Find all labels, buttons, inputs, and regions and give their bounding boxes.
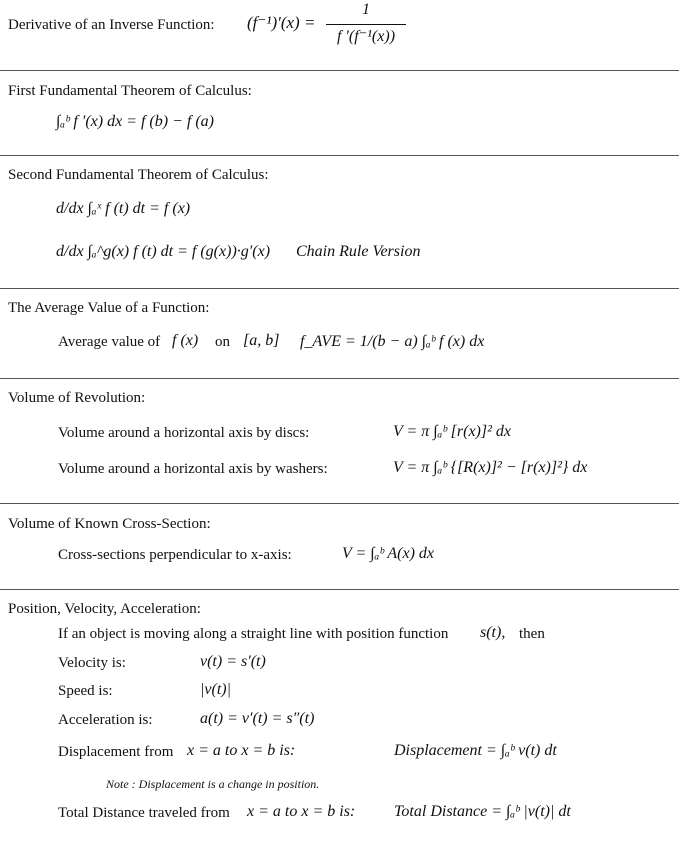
ftc2-formula-1: d/dx ∫ₐˣ f (t) dt = f (x) xyxy=(56,200,191,217)
washers-label: Volume around a horizontal axis by washers: xyxy=(58,461,328,477)
speed-formula: |v(t)| xyxy=(200,681,231,698)
section-divider xyxy=(0,70,679,71)
distance-formula: Total Distance = ∫ₐᵇ |v(t)| dt xyxy=(394,803,571,820)
cross-section-label: Cross-sections perpendicular to x-axis: xyxy=(58,547,292,563)
motion-intro-func: s(t), xyxy=(480,624,506,641)
displacement-note: Note : Displacement is a change in position. xyxy=(106,777,320,791)
acceleration-formula: a(t) = v′(t) = s″(t) xyxy=(200,710,315,727)
ftc1-formula: ∫ₐᵇ f ′(x) dx = f (b) − f (a) xyxy=(56,113,214,130)
discs-label: Volume around a horizontal axis by discs: xyxy=(58,425,310,441)
displacement-label: Displacement from xyxy=(58,744,174,760)
cross-section-heading: Volume of Known Cross-Section: xyxy=(8,516,211,532)
average-value-on: on xyxy=(215,334,230,350)
speed-label: Speed is: xyxy=(58,683,113,699)
displacement-range: x = a to x = b is: xyxy=(187,742,296,759)
section-divider xyxy=(0,503,679,504)
volume-revolution-heading: Volume of Revolution: xyxy=(8,390,146,406)
velocity-formula: v(t) = s′(t) xyxy=(200,653,266,670)
derivative-inverse-lhs: (f⁻¹)′(x) = xyxy=(247,13,316,32)
derivative-inverse-label: Derivative of an Inverse Function: xyxy=(8,17,215,33)
motion-heading: Position, Velocity, Acceleration: xyxy=(8,601,201,617)
average-value-interval: [a, b] xyxy=(243,332,280,349)
distance-range: x = a to x = b is: xyxy=(247,803,356,820)
motion-intro-then: then xyxy=(519,626,545,642)
section-divider xyxy=(0,378,679,379)
ftc1-heading: First Fundamental Theorem of Calculus: xyxy=(8,83,252,99)
ftc2-heading: Second Fundamental Theorem of Calculus: xyxy=(8,167,269,183)
ftc2-formula-2: d/dx ∫ₐ^g(x) f (t) dt = f (g(x))·g′(x) xyxy=(56,243,271,260)
average-value-heading: The Average Value of a Function: xyxy=(8,300,210,316)
displacement-formula: Displacement = ∫ₐᵇ v(t) dt xyxy=(394,742,557,759)
section-divider xyxy=(0,288,679,289)
velocity-label: Velocity is: xyxy=(58,655,126,671)
section-divider xyxy=(0,589,679,590)
derivative-inverse-numerator: 1 xyxy=(362,1,370,18)
average-value-text: Average value of xyxy=(58,334,161,350)
acceleration-label: Acceleration is: xyxy=(58,712,153,728)
derivative-inverse-denominator: f ′(f⁻¹(x)) xyxy=(336,28,396,45)
cross-section-formula: V = ∫ₐᵇ A(x) dx xyxy=(342,545,434,562)
average-value-fx: f (x) xyxy=(172,332,199,349)
distance-label: Total Distance traveled from xyxy=(58,805,230,821)
fraction-bar xyxy=(326,24,406,25)
chain-rule-label: Chain Rule Version xyxy=(296,243,421,260)
washers-formula: V = π ∫ₐᵇ {[R(x)]² − [r(x)]²} dx xyxy=(393,459,588,476)
average-value-formula: f_AVE = 1/(b − a) ∫ₐᵇ f (x) dx xyxy=(300,333,485,350)
motion-intro: If an object is moving along a straight line with position function xyxy=(58,626,449,642)
discs-formula: V = π ∫ₐᵇ [r(x)]² dx xyxy=(393,423,511,440)
section-divider xyxy=(0,155,679,156)
